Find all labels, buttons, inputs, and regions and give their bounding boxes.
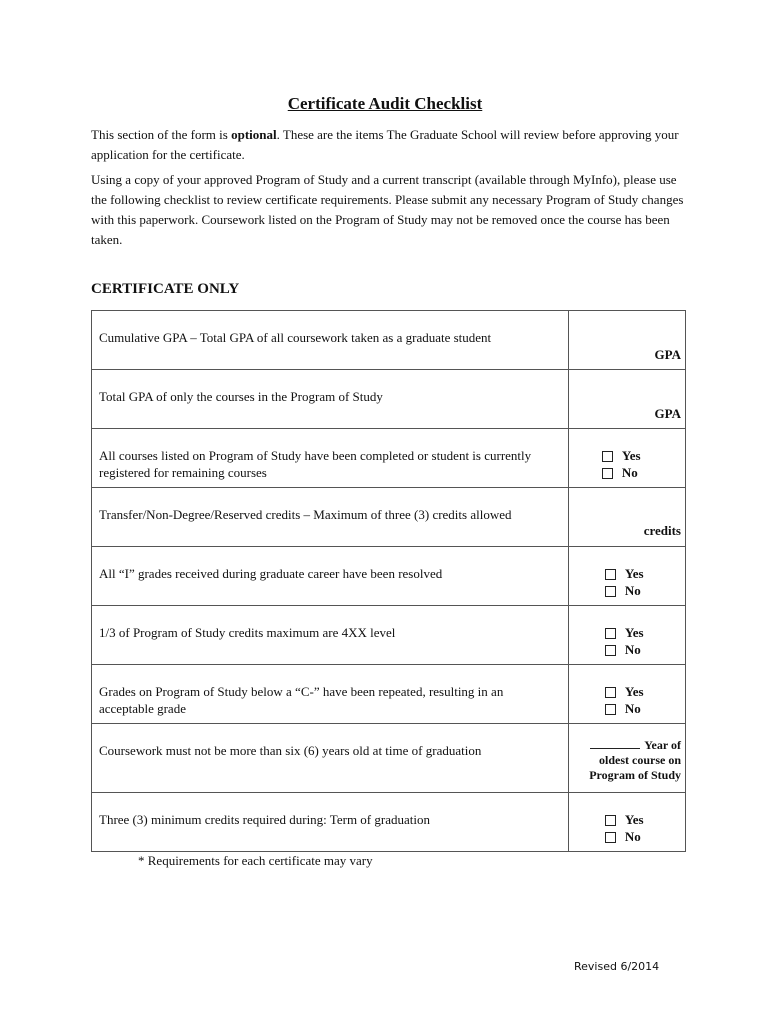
audit-checklist-table <box>91 310 686 852</box>
answer-cell-coursework-age <box>568 724 685 793</box>
yes-option[interactable]: Yes <box>605 565 644 582</box>
section-heading: CERTIFICATE ONLY <box>91 281 240 297</box>
answer-cell-4xx-level <box>568 606 685 665</box>
optional-emphasis: optional <box>231 127 277 142</box>
table-row <box>92 793 686 852</box>
document-title: Certificate Audit Checklist <box>287 94 483 113</box>
yes-option[interactable]: Yes <box>605 624 644 641</box>
yes-option[interactable]: Yes <box>602 447 641 464</box>
revision-date: Revised 6/2014 <box>574 960 660 973</box>
footnote: * Requirements for each certificate may vary <box>138 853 373 868</box>
checkbox-icon[interactable] <box>605 815 616 826</box>
table-row <box>92 370 686 429</box>
credits-label: credits <box>643 523 681 538</box>
checkbox-icon[interactable] <box>605 586 616 597</box>
table-row <box>92 429 686 488</box>
year-blank-field[interactable] <box>590 748 640 749</box>
year-answer-line: Year of <box>569 738 681 753</box>
no-option[interactable]: No <box>605 828 644 845</box>
no-option[interactable]: No <box>605 700 644 717</box>
requirement-term-credits: Three (3) minimum credits required during: Term of graduation <box>92 793 569 852</box>
yes-option[interactable]: Yes <box>605 683 644 700</box>
intro-paragraph-optional <box>91 125 691 165</box>
answer-cell-i-grades <box>568 547 685 606</box>
checkbox-icon[interactable] <box>605 645 616 656</box>
requirement-i-grades: All “I” grades received during graduate career have been resolved <box>92 547 569 606</box>
table-row <box>92 665 686 724</box>
checkbox-icon[interactable] <box>605 569 616 580</box>
answer-cell-program-gpa[interactable] <box>568 370 685 429</box>
requirement-courses-completed: All courses listed on Program of Study have been completed or student is currently registered for remaining courses <box>92 429 569 488</box>
checkbox-icon[interactable] <box>605 832 616 843</box>
table-row <box>92 311 686 370</box>
requirement-transfer-credits: Transfer/Non-Degree/Reserved credits – Maximum of three (3) credits allowed <box>92 488 569 547</box>
checkbox-icon[interactable] <box>605 687 616 698</box>
gpa-label: GPA <box>654 406 681 421</box>
year-answer-text: Program of Study <box>589 768 681 782</box>
intro-paragraph-instructions: Using a copy of your approved Program of Study and a current transcript (available through MyInfo), please use the following checklist to review certificate requirements. Please submit any necessary Program of Study changes with this paperwork. Coursework listed on the Program of Study may not be removed once the course has been taken. <box>91 172 684 247</box>
intro-text-start: This section of the form is <box>91 127 232 142</box>
requirement-coursework-age: Coursework must not be more than six (6) years old at time of graduation <box>92 724 569 793</box>
answer-cell-courses-completed <box>568 429 685 488</box>
answer-cell-grades-repeated <box>568 665 685 724</box>
requirement-grades-repeated: Grades on Program of Study below a “C-” have been repeated, resulting in an acceptable grade <box>92 665 569 724</box>
table-row <box>92 547 686 606</box>
table-row <box>92 606 686 665</box>
no-option[interactable]: No <box>605 582 644 599</box>
intro-text-end: . These are the items The Graduate School will review before approving your application for the certificate. <box>91 127 679 162</box>
no-option[interactable]: No <box>602 464 641 481</box>
table-row <box>92 488 686 547</box>
requirement-cumulative-gpa: Cumulative GPA – Total GPA of all coursework taken as a graduate student <box>92 311 569 370</box>
no-option[interactable]: No <box>605 641 644 658</box>
checkbox-icon[interactable] <box>602 451 613 462</box>
requirement-program-gpa: Total GPA of only the courses in the Program of Study <box>92 370 569 429</box>
gpa-label: GPA <box>654 347 681 362</box>
requirement-4xx-level: 1/3 of Program of Study credits maximum are 4XX level <box>92 606 569 665</box>
answer-cell-transfer-credits[interactable] <box>568 488 685 547</box>
checkbox-icon[interactable] <box>605 704 616 715</box>
checkbox-icon[interactable] <box>602 468 613 479</box>
year-answer-text: oldest course on <box>599 753 681 767</box>
table-row <box>92 724 686 793</box>
checkbox-icon[interactable] <box>605 628 616 639</box>
answer-cell-term-credits <box>568 793 685 852</box>
answer-cell-cumulative-gpa[interactable] <box>568 311 685 370</box>
yes-option[interactable]: Yes <box>605 811 644 828</box>
